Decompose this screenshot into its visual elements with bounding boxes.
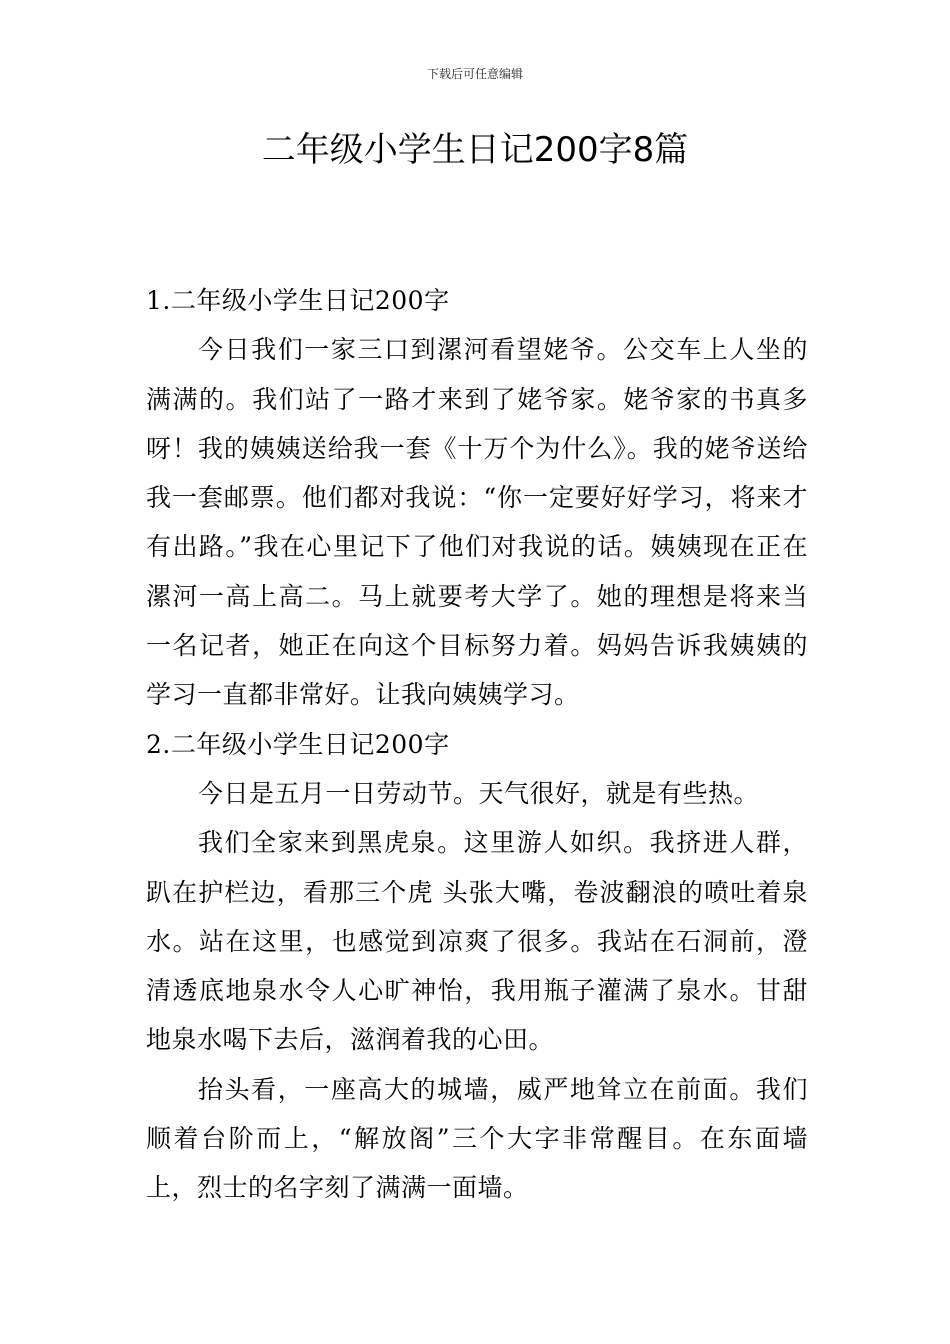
document-body bbox=[146, 276, 808, 1213]
header-note: 下载后可任意编辑 bbox=[426, 67, 523, 81]
section-heading-1: 1.二年级小学生日记200字 bbox=[146, 286, 450, 315]
section-2-paragraph-3: 抬头看，一座高大的城墙，威严地耸立在前面。我们顺着台阶而上，“解放阁”三个大字非常醒目。在东面墙上，烈士的名字刻了满满一面墙。 bbox=[146, 1074, 808, 1203]
section-1-paragraph-1: 今日我们一家三口到漯河看望姥爷。公交车上人坐的满满的。我们站了一路才来到了姥爷家。姥爷家的书真多呀！我的姨姨送给我一套《十万个为什么》。我的姥爷送给我一套邮票。他们都对我说：“你一定要好好学习，将来才有出路。”我在心里记下了他们对我说的话。姨姨现在正在漯河一高上高二。马上就要考大学了。她的理想是将来当一名记者，她正在向这个目标努力着。妈妈告诉我姨姨的学习一直都非常好。让我向姨姨学习。 bbox=[146, 335, 808, 710]
section-2-paragraph-1: 今日是五月一日劳动节。天气很好，就是有些热。 bbox=[198, 778, 760, 808]
section-2-paragraph-2: 我们全家来到黑虎泉。这里游人如织。我挤进人群，趴在护栏边，看那三个虎 头张大嘴，卷波翻浪的喷吐着泉水。站在这里，也感觉到凉爽了很多。我站在石洞前，澄清透底地泉水令人心旷神怡，我用瓶子灌满了泉水。甘甜地泉水喝下去后，滋润着我的心田。 bbox=[146, 828, 808, 1055]
document-title: 二年级小学生日记200字8篇 bbox=[261, 130, 689, 170]
section-heading-2: 2.二年级小学生日记200字 bbox=[146, 729, 450, 759]
